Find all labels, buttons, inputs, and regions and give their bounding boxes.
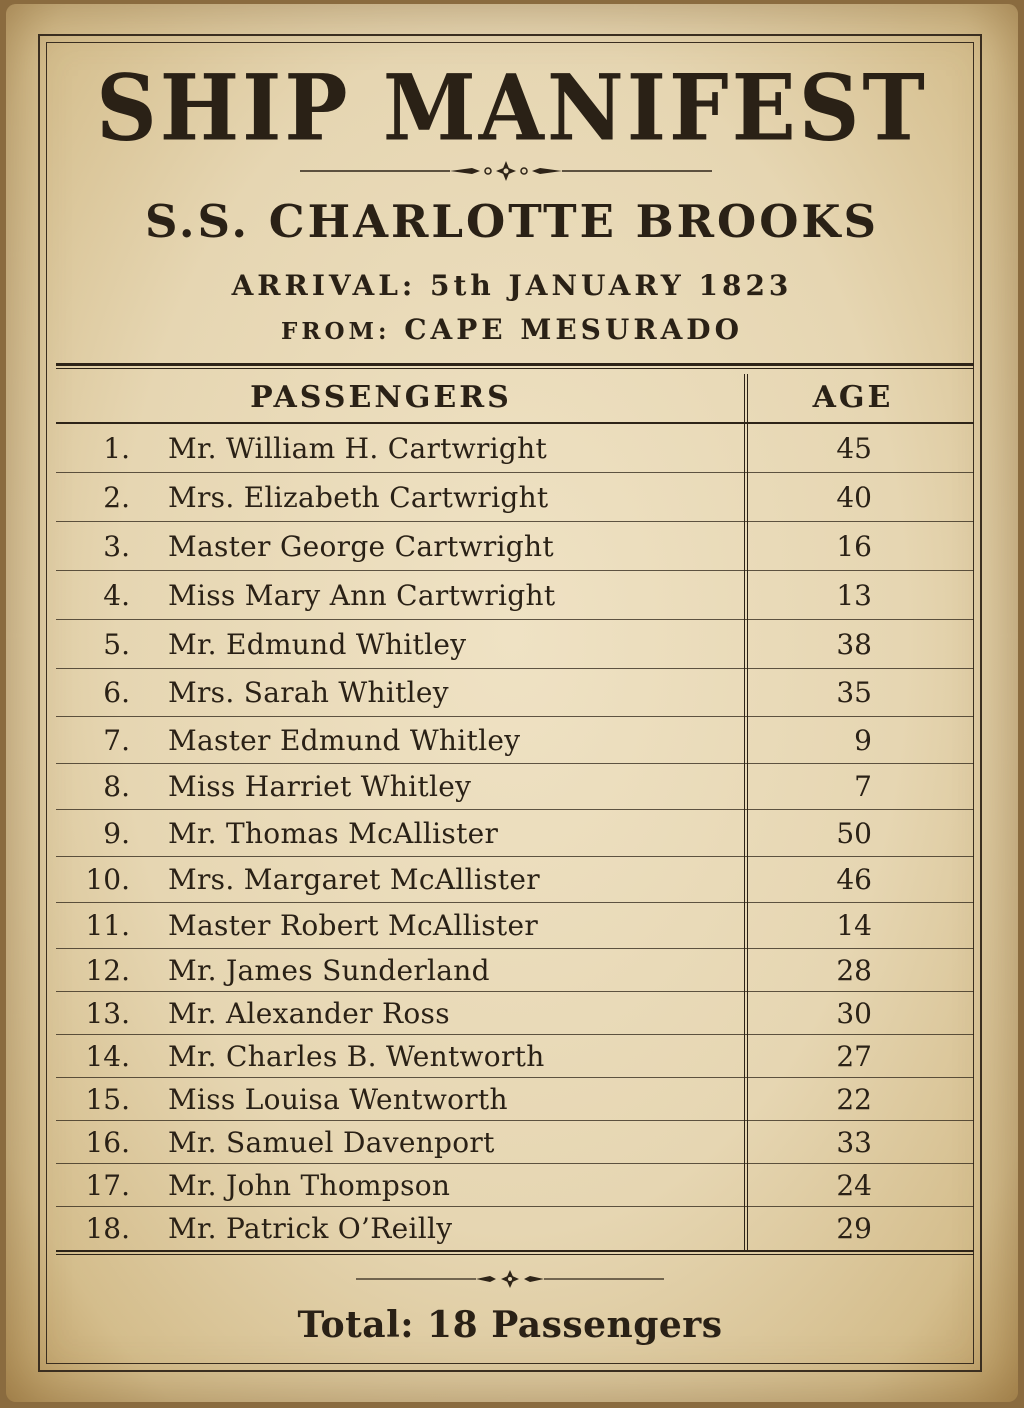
table-row — [56, 620, 974, 669]
departure-port — [0, 310, 1024, 352]
table-row — [56, 473, 974, 522]
passenger-age: 28 — [836, 954, 872, 987]
passengers-header: PASSENGERS — [250, 380, 512, 415]
table-row — [56, 810, 974, 857]
row-number: 13. — [85, 997, 130, 1030]
passenger-name: Mr. Patrick O’Reilly — [168, 1212, 453, 1245]
row-number: 8. — [103, 770, 130, 803]
row-number: 5. — [103, 628, 130, 661]
passenger-name: Mr. Edmund Whitley — [168, 628, 467, 661]
table-row — [56, 857, 974, 903]
row-number: 1. — [103, 432, 130, 465]
passenger-name: Miss Harriet Whitley — [168, 770, 472, 803]
table-top-rule-thin — [56, 368, 974, 369]
age-header: AGE — [812, 380, 894, 415]
passenger-name: Mrs. Elizabeth Cartwright — [168, 481, 549, 514]
row-number: 7. — [103, 724, 130, 757]
row-number: 17. — [85, 1169, 130, 1202]
from-label: FROM: — [281, 318, 391, 345]
table-row — [56, 992, 974, 1035]
row-number: 4. — [103, 579, 130, 612]
passenger-age: 40 — [836, 481, 872, 514]
passenger-name: Mr. Thomas McAllister — [168, 817, 499, 850]
table-row — [56, 522, 974, 571]
row-number: 12. — [85, 954, 130, 987]
passenger-name: Mr. James Sunderland — [168, 954, 490, 987]
table-row — [56, 1078, 974, 1121]
passenger-age: 16 — [836, 530, 872, 563]
top-flourish-ornament — [300, 158, 712, 184]
row-number: 15. — [85, 1083, 130, 1116]
passenger-age: 30 — [836, 997, 872, 1030]
table-row — [56, 1164, 974, 1207]
passenger-age: 27 — [836, 1040, 872, 1073]
passenger-age: 45 — [836, 432, 872, 465]
table-row — [56, 717, 974, 764]
table-row — [56, 764, 974, 810]
table-bottom-rule-thin — [56, 1254, 974, 1255]
row-number: 18. — [85, 1212, 130, 1245]
passenger-age: 46 — [836, 863, 872, 896]
passenger-name: Miss Louisa Wentworth — [168, 1083, 508, 1116]
table-row — [56, 1121, 974, 1164]
passenger-age: 7 — [854, 770, 872, 803]
passenger-name: Mr. Alexander Ross — [168, 997, 450, 1030]
row-number: 6. — [103, 676, 130, 709]
row-number: 10. — [85, 863, 130, 896]
row-number: 2. — [103, 481, 130, 514]
row-number: 11. — [85, 909, 130, 942]
passenger-age: 38 — [836, 628, 872, 661]
row-number: 16. — [85, 1126, 130, 1159]
passenger-age: 24 — [836, 1169, 872, 1202]
row-number: 3. — [103, 530, 130, 563]
passenger-name: Mrs. Margaret McAllister — [168, 863, 540, 896]
passenger-age: 13 — [836, 579, 872, 612]
passenger-name: Miss Mary Ann Cartwright — [168, 579, 556, 612]
passenger-age: 14 — [836, 909, 872, 942]
table-bottom-rule — [56, 1250, 974, 1252]
passenger-name: Mr. Samuel Davenport — [168, 1126, 495, 1159]
table-row — [56, 571, 974, 620]
page-title: SHIP MANIFEST — [96, 53, 928, 161]
passenger-name: Master Edmund Whitley — [168, 724, 521, 757]
arrival-date: ARRIVAL: 5th JANUARY 1823 — [231, 269, 793, 302]
passenger-name: Mr. Charles B. Wentworth — [168, 1040, 545, 1073]
passenger-age: 9 — [854, 724, 872, 757]
from-value: CAPE MESURADO — [404, 313, 743, 346]
passenger-name: Master Robert McAllister — [168, 909, 539, 942]
table-row — [56, 1035, 974, 1078]
passenger-name: Master George Cartwright — [168, 530, 554, 563]
table-row — [56, 903, 974, 949]
passenger-name: Mr. John Thompson — [168, 1169, 451, 1202]
passenger-total: Total: 18 Passengers — [297, 1304, 723, 1346]
ship-name: S.S. CHARLOTTE BROOKS — [144, 195, 880, 248]
passenger-name: Mrs. Sarah Whitley — [168, 676, 449, 709]
table-row — [56, 669, 974, 717]
table-row — [56, 424, 974, 473]
passenger-age: 50 — [836, 817, 872, 850]
row-number: 9. — [103, 817, 130, 850]
passenger-age: 35 — [836, 676, 872, 709]
passenger-list — [56, 424, 974, 1250]
table-top-rule — [56, 363, 974, 366]
passenger-age: 22 — [836, 1083, 872, 1116]
passenger-age: 29 — [836, 1212, 872, 1245]
bottom-flourish-ornament — [356, 1268, 664, 1290]
table-row — [56, 949, 974, 992]
passenger-name: Mr. William H. Cartwright — [168, 432, 548, 465]
row-number: 14. — [85, 1040, 130, 1073]
table-row — [56, 1207, 974, 1250]
passenger-age: 33 — [836, 1126, 872, 1159]
